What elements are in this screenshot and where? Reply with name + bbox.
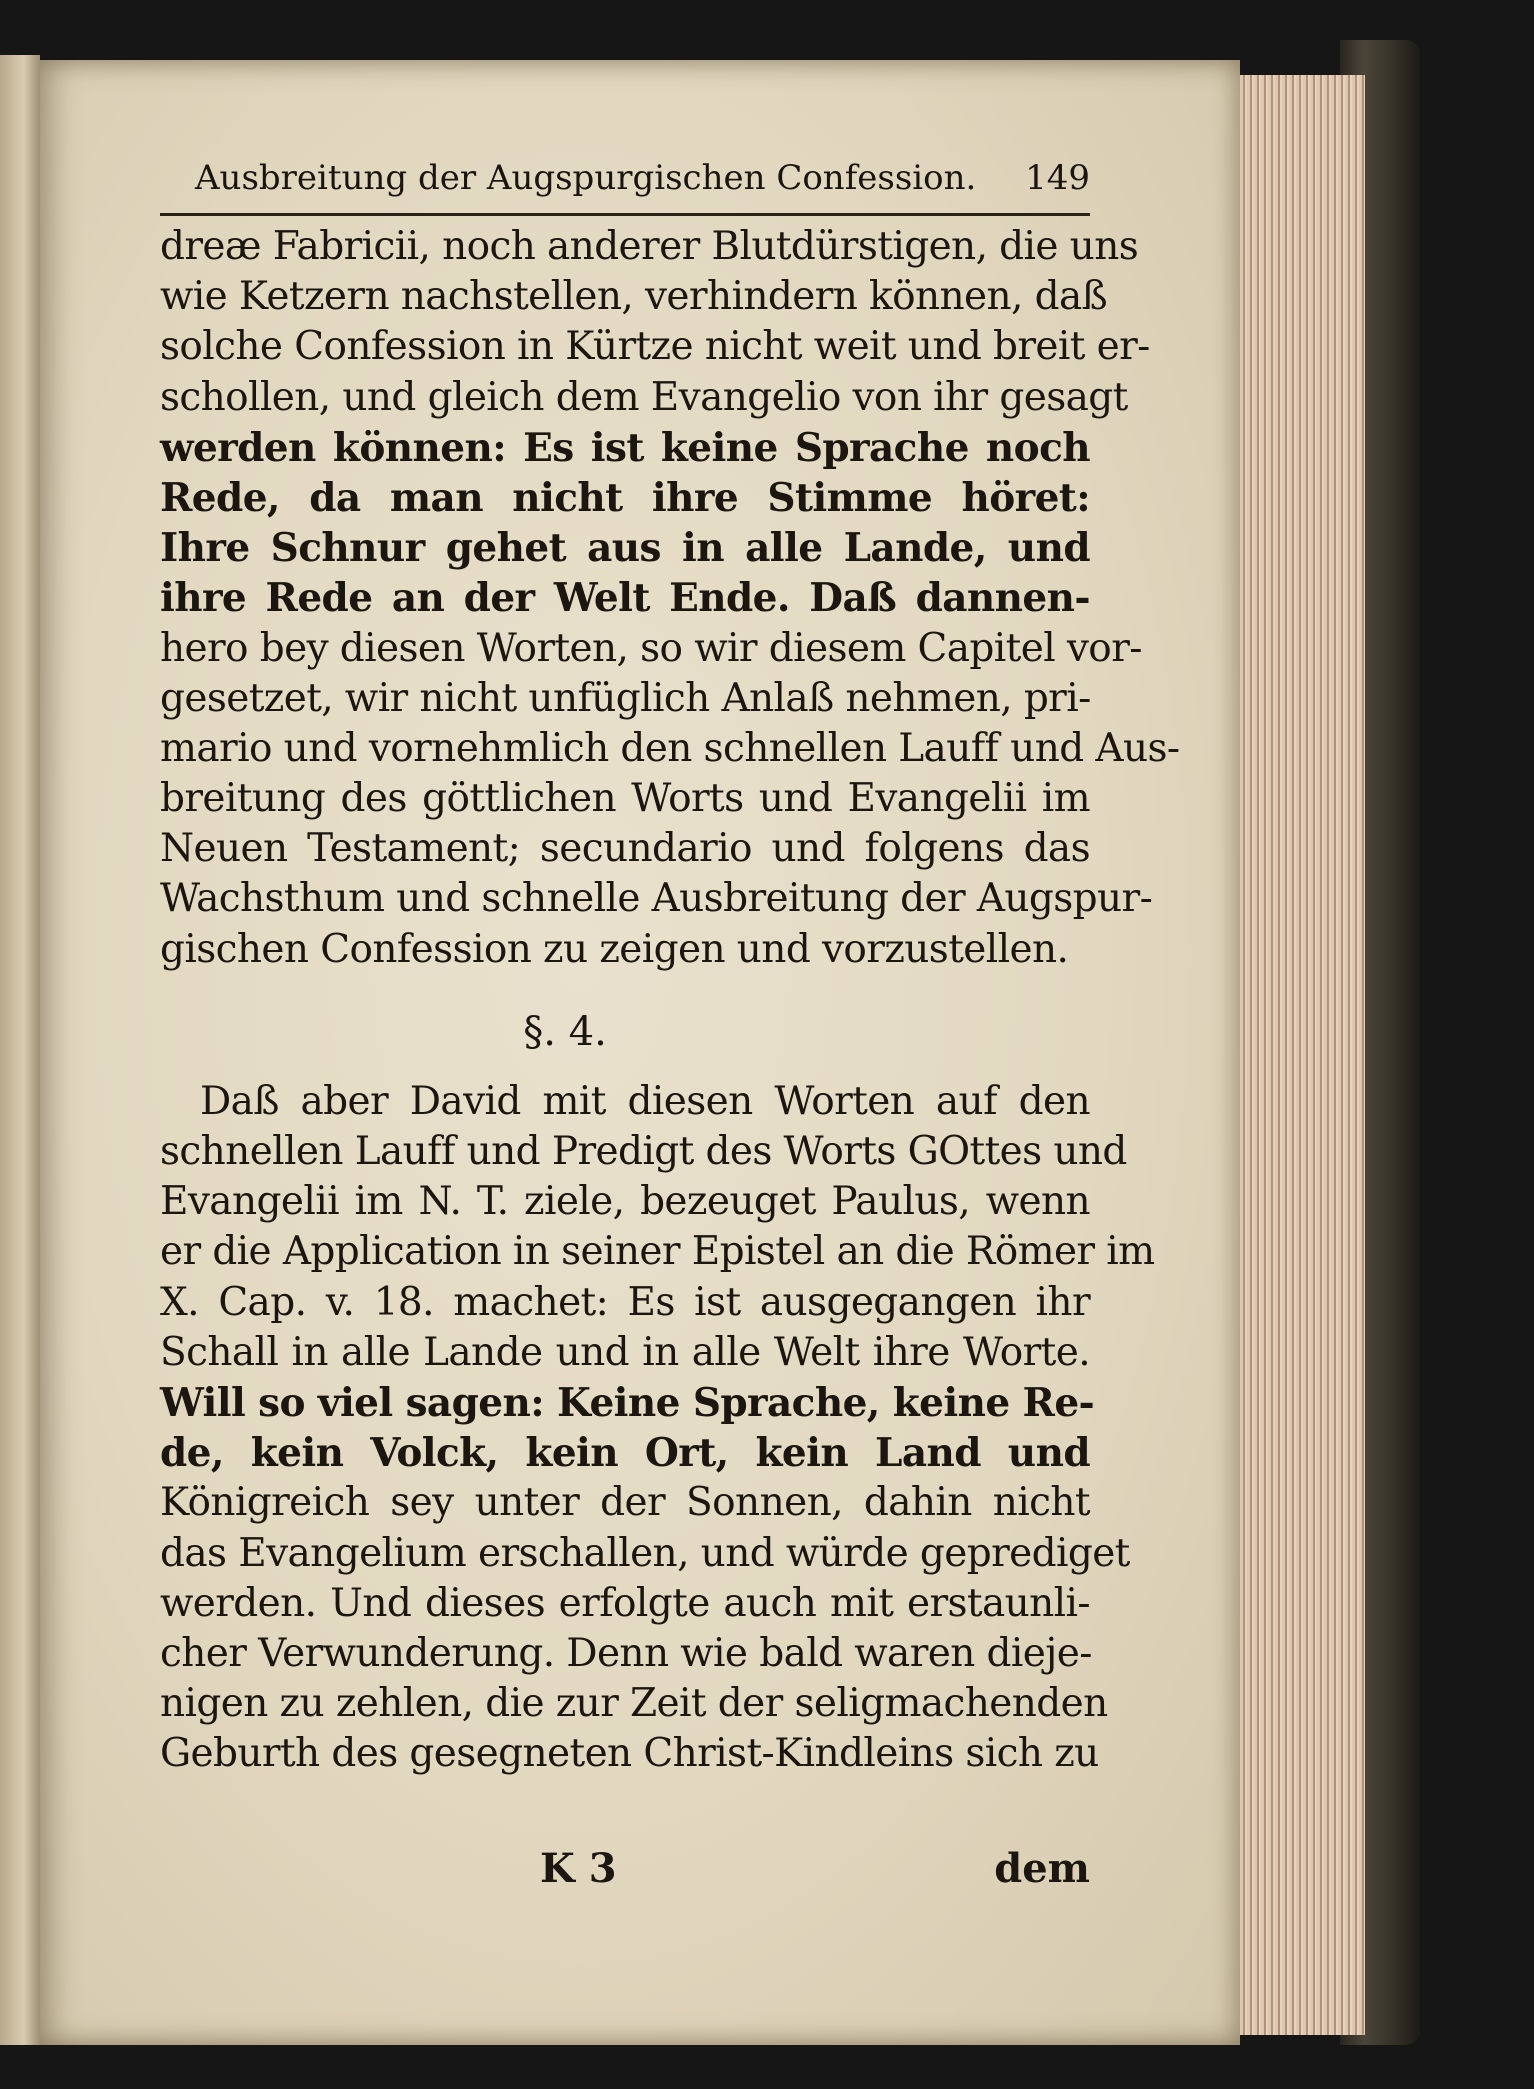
- text-line: X. Cap. v. 18. machet: Es ist ausgegangen ihr: [160, 1279, 1090, 1325]
- catchword: dem: [994, 1845, 1090, 1892]
- text-line: Königreich sey unter der Sonnen, dahin nicht: [160, 1480, 1090, 1526]
- text-line: Wachsthum und schnelle Ausbreitung der Augspur-: [160, 876, 1153, 922]
- text-line: Neuen Testament; secundario und folgens das: [160, 826, 1090, 872]
- paragraph-1: [160, 222, 1180, 975]
- section-heading: §. 4.: [523, 1008, 607, 1055]
- text-line: gesetzet, wir nicht unfüglich Anlaß nehmen, pri-: [160, 675, 1091, 721]
- text-line: werden. Und dieses erfolgte auch mit erstaunli-: [160, 1580, 1090, 1626]
- text-line: dreæ Fabricii, noch anderer Blutdürstigen, die uns: [160, 224, 1139, 269]
- text-line: wie Ketzern nachstellen, verhindern können, daß: [160, 274, 1108, 320]
- paragraph-2: [160, 1077, 1155, 1780]
- header-rule: [160, 213, 1090, 216]
- body-text: [160, 222, 1180, 1779]
- text-line: Ihre Schnur gehet aus in alle Lande, und: [160, 525, 1090, 572]
- text-line: de, kein Volck, kein Ort, kein Land und: [160, 1430, 1090, 1477]
- text-line: werden können: Es ist keine Sprache noch: [160, 424, 1090, 471]
- text-line: schnellen Lauff und Predigt des Worts GOttes und: [160, 1129, 1127, 1174]
- page-number: 149: [1025, 158, 1090, 198]
- text-line: cher Verwunderung. Denn wie bald waren dieje-: [160, 1630, 1092, 1676]
- text-line: Geburth des gesegneten Christ-Kindleins sich zu: [160, 1731, 1099, 1777]
- text-line: Daß aber David mit diesen Worten auf den: [200, 1078, 1090, 1124]
- text-line: er die Application in seiner Epistel an die Römer im: [160, 1229, 1155, 1275]
- text-line: mario und vornehmlich den schnellen Lauff und Aus-: [160, 725, 1180, 771]
- text-line: Will so viel sagen: Keine Sprache, keine Re-: [160, 1379, 1095, 1426]
- text-line: ihre Rede an der Welt Ende. Daß dannen-: [160, 575, 1090, 622]
- text-line: das Evangelium erschallen, und würde geprediget: [160, 1530, 1130, 1576]
- text-line: Evangelii im N. T. ziele, bezeuget Paulus, wenn: [160, 1179, 1090, 1225]
- text-line: Schall in alle Lande und in alle Welt ihre Worte.: [160, 1329, 1090, 1375]
- running-head: [195, 158, 1090, 198]
- text-line: breitung des göttlichen Worts und Evangelii im: [160, 776, 1090, 822]
- text-line: nigen zu zehlen, die zur Zeit der seligmachenden: [160, 1681, 1108, 1727]
- signature-mark: K 3: [540, 1845, 617, 1892]
- text-line: hero bey diesen Worten, so wir diesem Capitel vor-: [160, 625, 1142, 671]
- facing-page-edge: [0, 55, 40, 2045]
- page-footer: [160, 1845, 1090, 1895]
- text-line: Rede, da man nicht ihre Stimme höret:: [160, 474, 1090, 521]
- text-line: schollen, und gleich dem Evangelio von ihr gesagt: [160, 374, 1128, 420]
- text-line: solche Confession in Kürtze nicht weit und breit er-: [160, 324, 1150, 370]
- running-head-title: Ausbreitung der Augspurgischen Confession.: [195, 158, 977, 198]
- page-block-edge: [1240, 75, 1365, 2035]
- text-line: gischen Confession zu zeigen und vorzustellen.: [160, 926, 1069, 972]
